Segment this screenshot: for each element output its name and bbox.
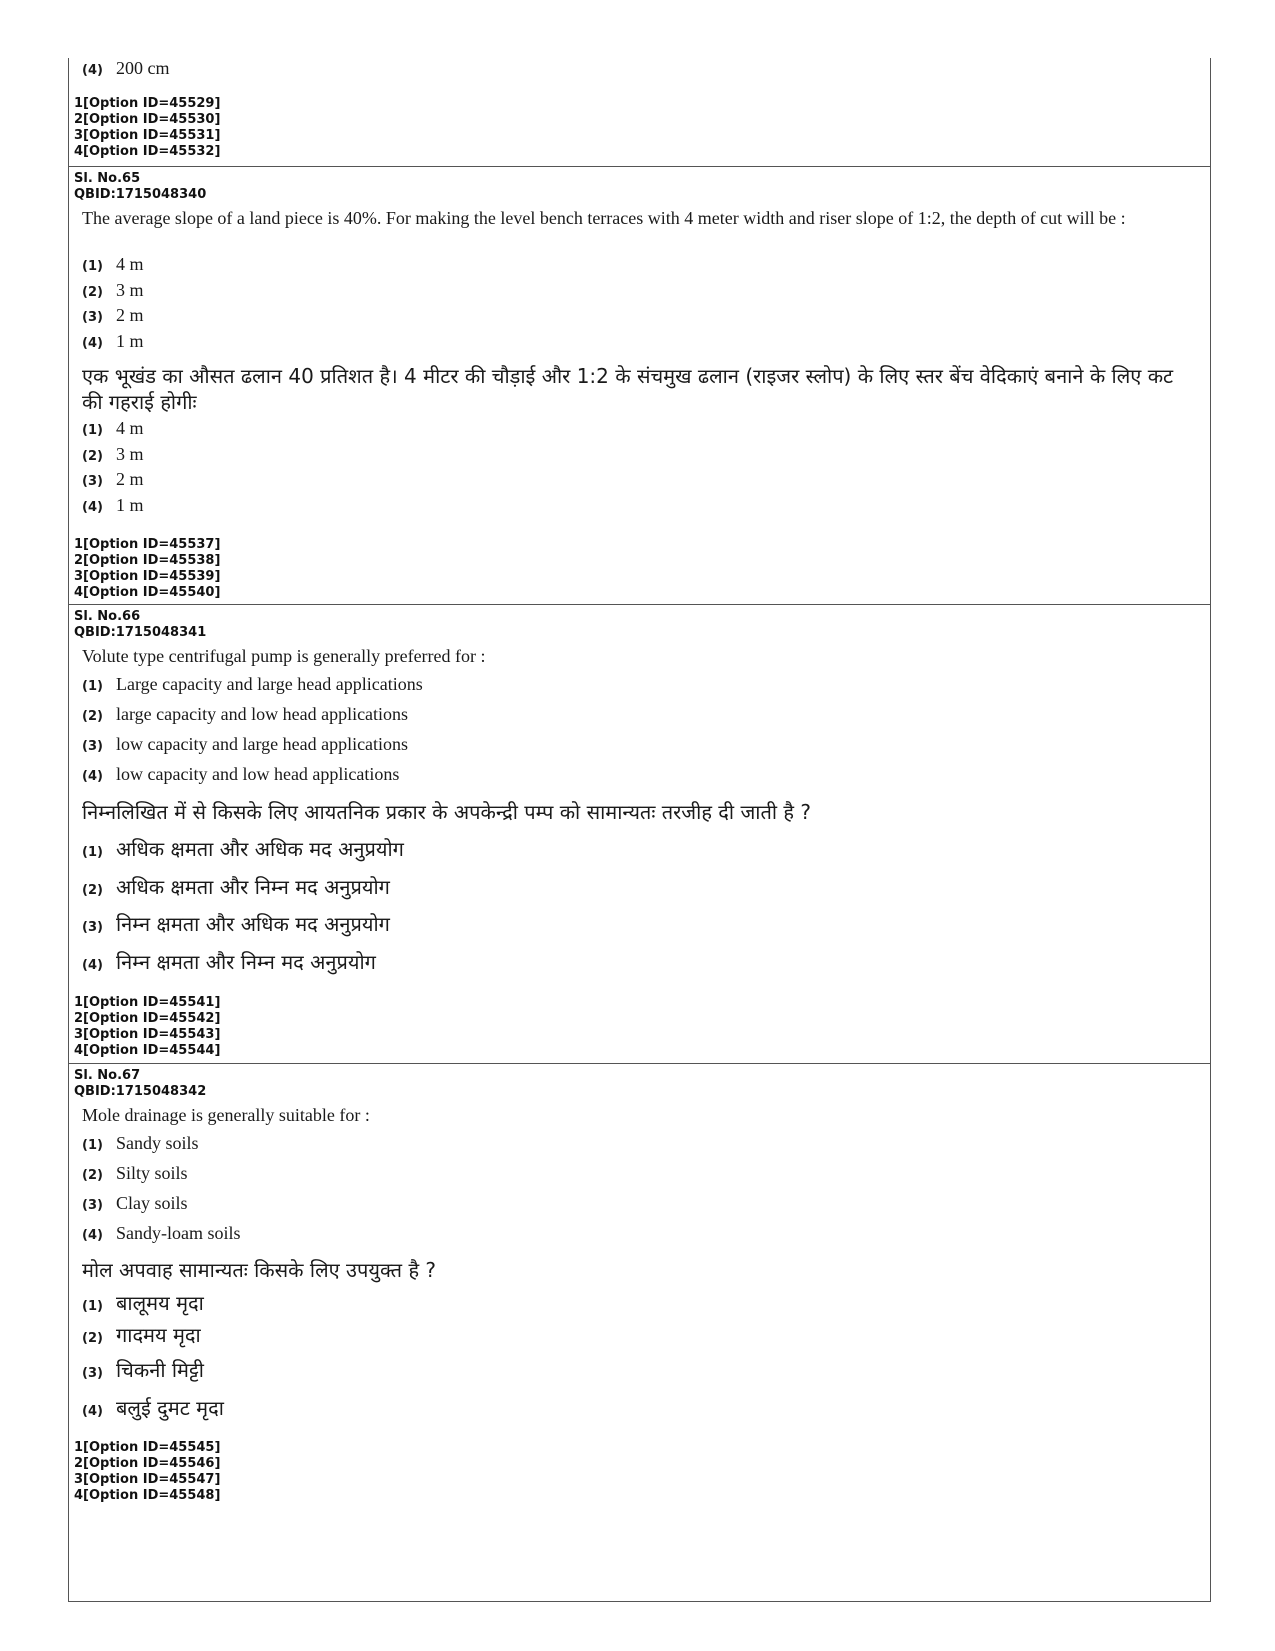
question-meta	[74, 171, 206, 203]
option-number: (4)	[82, 336, 103, 351]
option-number: (3)	[82, 1366, 103, 1381]
option-number: (1)	[82, 845, 103, 860]
option-number: (4)	[82, 958, 103, 973]
option-id: 4[Option ID=45532]	[74, 144, 221, 159]
option-number: (4)	[82, 1404, 103, 1419]
option-text: निम्न क्षमता और अधिक मद अनुप्रयोग	[116, 912, 390, 936]
option-id: 1[Option ID=45537]	[74, 537, 221, 552]
option-id: 2[Option ID=45530]	[74, 112, 221, 127]
option-text: 4 m	[116, 254, 144, 274]
option-hi-3	[82, 1356, 204, 1383]
option-number: (1)	[82, 259, 103, 274]
option-id-list	[74, 96, 220, 160]
qbid: QBID:1715048341	[74, 625, 207, 640]
option-number: (3)	[82, 474, 103, 489]
option-number: (3)	[82, 739, 103, 754]
option-en-4	[82, 764, 399, 785]
option-hi-2	[82, 444, 144, 465]
option-number: (1)	[82, 423, 103, 438]
option-en-2	[82, 704, 408, 725]
question-stem-english: The average slope of a land piece is 40%. For making the level bench terraces with 4 meter width and riser slope of 1:2, the depth of cut will be :	[82, 208, 1126, 228]
option-en-3	[82, 734, 408, 755]
serial-number: Sl. No.67	[74, 1068, 141, 1083]
option-text: Clay soils	[116, 1193, 188, 1213]
option-text: 4 m	[116, 418, 144, 438]
option-number: (4)	[82, 1228, 103, 1243]
option-id: 4[Option ID=45540]	[74, 585, 221, 600]
option-number: (2)	[82, 883, 103, 898]
option-number: (4)	[82, 769, 103, 784]
section-continuation	[68, 58, 1211, 166]
option-id: 3[Option ID=45547]	[74, 1472, 221, 1487]
option-4	[82, 58, 170, 79]
option-id: 2[Option ID=45546]	[74, 1456, 221, 1471]
option-text: अधिक क्षमता और अधिक मद अनुप्रयोग	[116, 837, 404, 861]
question-stem-hindi: एक भूखंड का औसत ढलान 40 प्रतिशत है। 4 मीटर की चौड़ाई और 1:2 के संचमुख ढलान (राइजर स्लोप) के लिए स्तर बेंच वेदिकाएं बनाने के लिए कट की गहराई होगीः	[82, 364, 1174, 414]
option-en-3	[82, 305, 144, 326]
option-hi-3	[82, 910, 390, 937]
option-text: low capacity and low head applications	[116, 764, 400, 784]
option-text: चिकनी मिट्टी	[116, 1358, 204, 1382]
option-text: 3 m	[116, 444, 144, 464]
option-number: (3)	[82, 310, 103, 325]
serial-number: Sl. No.65	[74, 171, 141, 186]
option-hi-1	[82, 1289, 204, 1316]
option-id-list	[74, 995, 220, 1059]
option-text: Large capacity and large head applications	[116, 674, 423, 694]
option-en-4	[82, 331, 144, 352]
option-hi-2	[82, 1321, 201, 1348]
option-hi-4	[82, 948, 376, 975]
option-hi-1	[82, 835, 404, 862]
option-hi-4	[82, 495, 144, 516]
option-id-list	[74, 537, 220, 601]
option-text: 2 m	[116, 469, 144, 489]
question-stem-hindi: निम्नलिखित में से किसके लिए आयतनिक प्रकार के अपकेन्द्री पम्प को सामान्यतः तरजीह दी जाती है ?	[82, 800, 812, 824]
option-number: (2)	[82, 1331, 103, 1346]
option-hi-2	[82, 873, 390, 900]
option-hi-4	[82, 1394, 224, 1421]
question-meta	[74, 609, 206, 641]
option-id: 4[Option ID=45548]	[74, 1488, 221, 1503]
option-text: Silty soils	[116, 1163, 188, 1183]
option-text: low capacity and large head applications	[116, 734, 409, 754]
option-id: 1[Option ID=45529]	[74, 96, 221, 111]
option-number: (2)	[82, 285, 103, 300]
option-text: Sandy-loam soils	[116, 1223, 241, 1243]
option-id: 4[Option ID=45544]	[74, 1043, 221, 1058]
option-text: 1 m	[116, 331, 144, 351]
option-id-list	[74, 1440, 220, 1504]
option-id: 2[Option ID=45538]	[74, 553, 221, 568]
question-stem-english: Volute type centrifugal pump is generally preferred for :	[82, 646, 486, 666]
option-number: (2)	[82, 449, 103, 464]
question-stem-english: Mole drainage is generally suitable for :	[82, 1105, 370, 1125]
question-67	[68, 1063, 1211, 1602]
option-en-1	[82, 674, 423, 695]
option-text: large capacity and low head applications	[116, 704, 409, 724]
option-number: (3)	[82, 1198, 103, 1213]
option-number: (1)	[82, 1299, 103, 1314]
option-text: 2 m	[116, 305, 144, 325]
option-en-1	[82, 254, 144, 275]
option-text: बालूमय मृदा	[116, 1291, 204, 1315]
option-id: 3[Option ID=45543]	[74, 1027, 221, 1042]
option-text: अधिक क्षमता और निम्न मद अनुप्रयोग	[116, 875, 390, 899]
question-66	[68, 604, 1211, 1063]
option-text: 200 cm	[116, 58, 170, 78]
option-text: निम्न क्षमता और निम्न मद अनुप्रयोग	[116, 950, 376, 974]
option-hi-1	[82, 418, 144, 439]
option-id: 3[Option ID=45531]	[74, 128, 221, 143]
option-text: बलुई दुमट मृदा	[116, 1396, 224, 1420]
option-number: (2)	[82, 709, 103, 724]
option-en-2	[82, 1163, 188, 1184]
option-number: (1)	[82, 679, 103, 694]
option-number: (4)	[82, 500, 103, 515]
option-en-4	[82, 1223, 241, 1244]
option-text: गादमय मृदा	[116, 1323, 201, 1347]
option-id: 2[Option ID=45542]	[74, 1011, 221, 1026]
question-stem-hindi: मोल अपवाह सामान्यतः किसके लिए उपयुक्त है ?	[82, 1258, 437, 1282]
option-en-2	[82, 280, 144, 301]
option-number: (2)	[82, 1168, 103, 1183]
option-number: (3)	[82, 920, 103, 935]
qbid: QBID:1715048340	[74, 187, 207, 202]
option-text: 3 m	[116, 280, 144, 300]
option-en-3	[82, 1193, 188, 1214]
question-meta	[74, 1068, 206, 1100]
qbid: QBID:1715048342	[74, 1084, 207, 1099]
option-number: (4)	[82, 63, 103, 78]
option-number: (1)	[82, 1138, 103, 1153]
question-65	[68, 166, 1211, 604]
option-id: 3[Option ID=45539]	[74, 569, 221, 584]
option-hi-3	[82, 469, 144, 490]
option-id: 1[Option ID=45545]	[74, 1440, 221, 1455]
option-text: 1 m	[116, 495, 144, 515]
serial-number: Sl. No.66	[74, 609, 141, 624]
option-id: 1[Option ID=45541]	[74, 995, 221, 1010]
option-text: Sandy soils	[116, 1133, 199, 1153]
option-en-1	[82, 1133, 199, 1154]
